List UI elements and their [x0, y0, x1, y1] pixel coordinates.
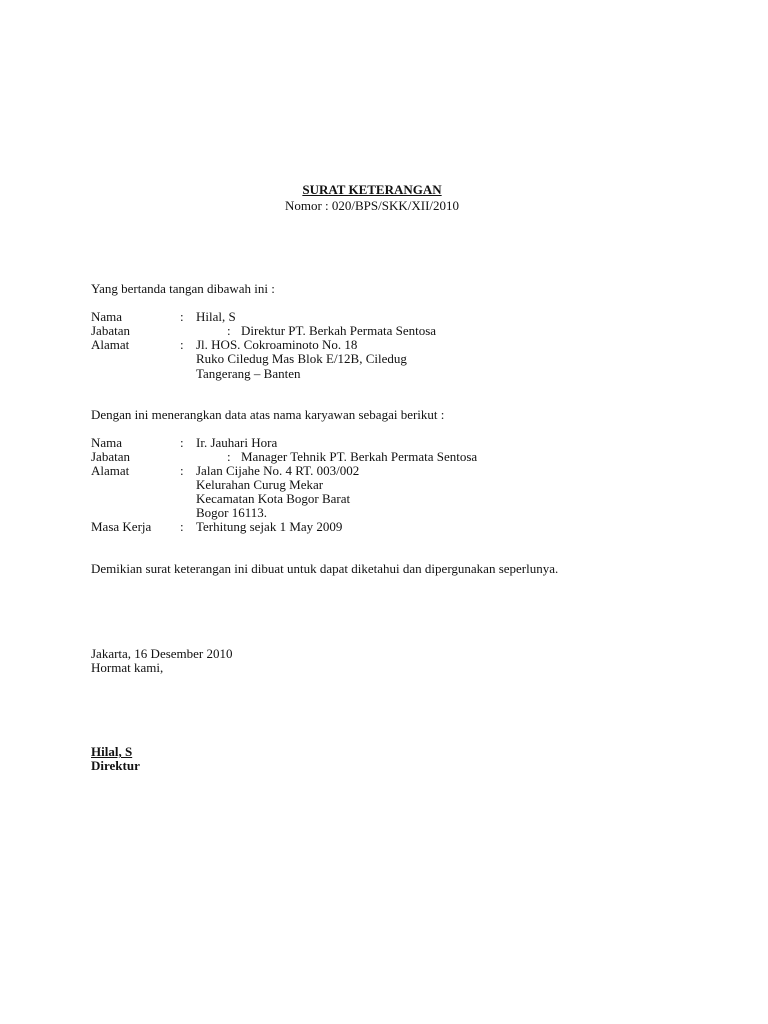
issuer-position-colon: :: [227, 323, 231, 338]
employee-position-value: Manager Tehnik PT. Berkah Permata Sentosa: [241, 449, 478, 464]
employee-name-colon: :: [180, 435, 184, 450]
title-block: [0, 182, 744, 214]
employee-name-value: Ir. Jauhari Hora: [196, 435, 278, 450]
employee-address-line-2: Kelurahan Curug Mekar: [196, 477, 324, 492]
issuer-name-label: Nama: [91, 309, 123, 324]
issuer-address-colon: :: [180, 337, 184, 352]
place-date: Jakarta, 16 Desember 2010: [91, 646, 233, 661]
employee-position-colon: :: [227, 449, 231, 464]
employee-tenure-value: Terhitung sejak 1 May 2009: [196, 519, 343, 534]
employee-name-label: Nama: [91, 435, 123, 450]
employee-address-line-3: Kecamatan Kota Bogor Barat: [196, 491, 351, 506]
employee-tenure-label: Masa Kerja: [91, 519, 152, 534]
issuer-address-line-3: Tangerang – Banten: [196, 366, 301, 381]
employee-address-label: Alamat: [91, 463, 130, 478]
issuer-address-line-1: Jl. HOS. Cokroaminoto No. 18: [196, 337, 358, 352]
employee-tenure-colon: :: [180, 519, 184, 534]
issuer-address-line-2: Ruko Ciledug Mas Blok E/12B, Ciledug: [196, 351, 407, 366]
document-title: SURAT KETERANGAN: [302, 182, 442, 197]
issuer-name-colon: :: [180, 309, 184, 324]
statement-text: Dengan ini menerangkan data atas nama karyawan sebagai berikut :: [91, 407, 445, 422]
issuer-address-label: Alamat: [91, 337, 130, 352]
signer-title: Direktur: [91, 758, 140, 773]
employee-address-line-4: Bogor 16113.: [196, 505, 268, 520]
issuer-name-value: Hilal, S: [196, 309, 236, 324]
issuer-position-value: Direktur PT. Berkah Permata Sentosa: [241, 323, 437, 338]
document-number: Nomor : 020/BPS/SKK/XII/2010: [284, 198, 460, 213]
intro-text: Yang bertanda tangan dibawah ini :: [91, 281, 275, 296]
closing-text: Demikian surat keterangan ini dibuat untuk dapat diketahui dan dipergunakan seperlunya.: [91, 561, 559, 576]
issuer-position-label: Jabatan: [91, 323, 130, 338]
employee-position-label: Jabatan: [91, 449, 130, 464]
employee-address-line-1: Jalan Cijahe No. 4 RT. 003/002: [196, 463, 360, 478]
signer-name: Hilal, S: [91, 744, 133, 759]
regards-text: Hormat kami,: [91, 660, 164, 675]
employee-address-colon: :: [180, 463, 184, 478]
